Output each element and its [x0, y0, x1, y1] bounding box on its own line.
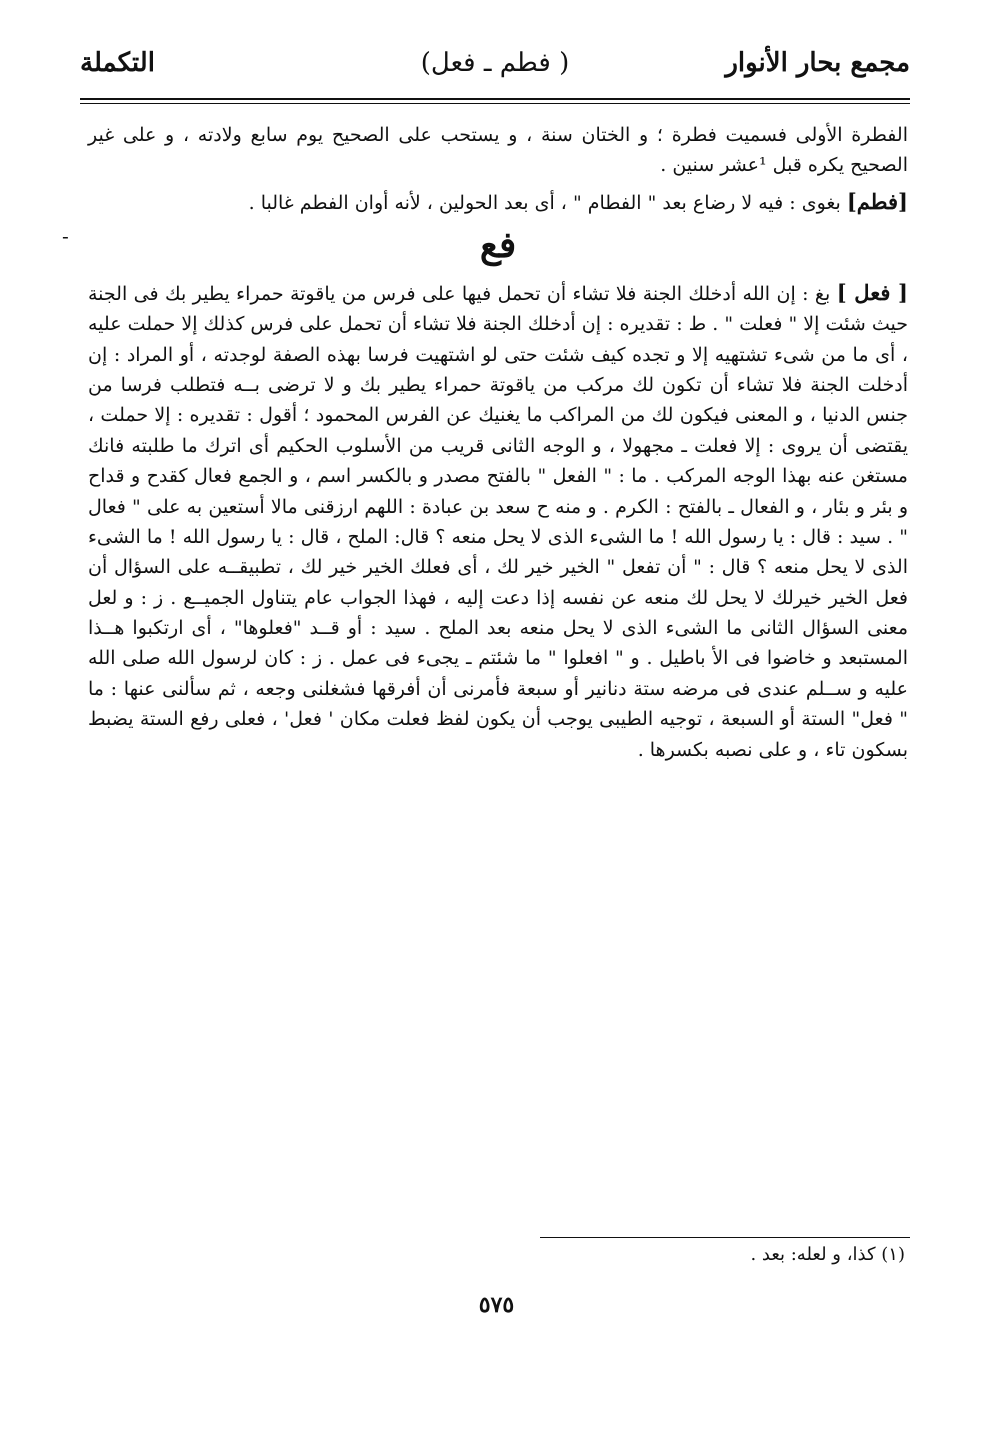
paragraph-1: الفطرة الأولى فسميت فطرة ؛ و الختان سنة ، و يستحب على الصحيح يوم سابع ولادته ، و على غير الصحيح يكره قبل ¹عشر سنين . — [88, 124, 908, 177]
entry-head-fatm: [فطم] — [846, 188, 908, 214]
footnote: (١) كذا، و لعله: بعد . — [750, 1244, 905, 1265]
page-number: ٥٧٥ — [478, 1292, 515, 1318]
section-title: التكملة — [80, 48, 155, 78]
entry-range: ( فطم ـ فعل) — [420, 48, 570, 78]
body-text — [88, 120, 908, 769]
book-title: مجمع بحار الأنوار — [725, 48, 910, 78]
footnote-rule — [540, 1237, 910, 1238]
running-head — [80, 48, 910, 98]
entry-text-fal: بغ : إن الله أدخلك الجنة فلا تشاء أن تحمل فيها على فرس من ياقوتة حمراء يطير بك فى الجنة حيث شئت إلا " فعلت " . ط : تقديره : إن أدخلك الجنة فلا تشاء أن تحمل على فرس كذلك إلا حملت عليه ، أى ما من شىء تشتهيه إلا و تجده كيف شئت حتى لو اشتهيت فرسا بهذه الصفة لوجدته ، أو المراد : إن أدخلت الجنة فلا تشاء أن تكون لك مركب من ياقوتة حمراء يطير بك و لا ترضى بــه فتطلب فرسا من جنس الدنيا ، و المعنى فيكون لك من المراكب ما يغنيك عن الفرس المحمود ؛ أقول : تقديره : إلا حملت ، يقتضى أن يروى : إلا فعلت ـ مجهولا ، و الوجه الثانى قريب من الأسلوب الحكيم أى اترك ما طلبته فانك مستغن عنه بهذا الوجه المركب . ما : " الفعل " بالفتح مصدر و بالكسر اسم ، و الجمع فعال كقدح و قداح و بئر و بئار ، و الفعال ـ بالفتح : الكرم . و منه ح سعد بن عبادة : اللهم ارزقنى مالا أستعين به على " فعال " . سيد : قال : يا رسول الله ! ما الشىء الذى لا يحل منعه ؟ قال: الملح ، قال : يا رسول الله ! ما الشىء الذى لا يحل منعه ؟ قال : " أن تفعل " الخير خير لك ، أى فعلك الخير خير لك ، تطبيقــه على السؤال أن فعل الخير خيرلك لا يحل لك منعه عن نفسه إذا دعت إليه ، فهذا الجواب عام يتناول الجميــع . ز : و لعل معنى السؤال الثانى ما الشىء الذى لا يحل منعه بعد الملح . سيد : أو قــد "فعلوها" ، أى ارتكبوا هــذا المستبعد و خاضوا فى الأ باطيل . و " افعلوا " ما شئتم ـ يجىء فى عمل . ز : كان لرسول الله صلى الله عليه و ســلم عندى فى مرضه ستة دنانير أو سبعة فأمرنى أن أفرقها فشغلنى وجعه ، ثم سألنى عنها : ما " فعل" الستة أو السبعة ، توجيه الطيبى يوجب أن يكون لفظ فعلت مكان ' فعل' ، فعلى رفع الستة يضبط بسكون تاء ، و على نصبه بكسرها . — [88, 282, 908, 761]
entry-text-fatm: بغوى : فيه لا رضاع بعد " الفطام " ، أى بعد الحولين ، لأنه أوان الفطم غالبا . — [248, 191, 847, 214]
margin-mark: - — [62, 224, 69, 248]
paragraph-3 — [88, 276, 908, 765]
paragraph-2 — [88, 185, 908, 219]
section-heading: فع — [479, 224, 517, 267]
entry-head-fal: [ فعل ] — [836, 279, 908, 305]
header-rule-thin — [80, 103, 910, 104]
header-rule — [80, 98, 910, 100]
